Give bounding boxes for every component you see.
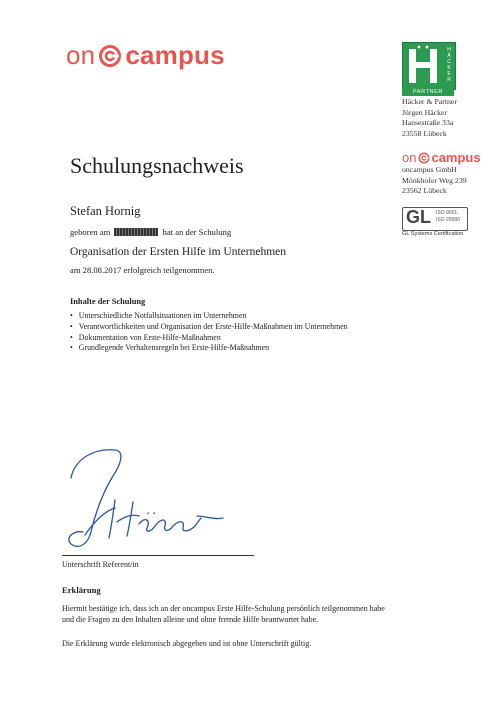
- svg-text:E: E: [447, 71, 451, 77]
- course-title: Organisation der Ersten Hilfe im Unternehmen: [70, 246, 286, 258]
- gl-caption: GL Systems Certification: [402, 231, 464, 237]
- svg-text:K: K: [447, 65, 451, 71]
- declaration-text: [62, 603, 385, 625]
- list-item: • Grundlegende Verhaltensregeln bei Erste-Hilfe-Maßnahmen: [70, 343, 348, 354]
- redacted-birthdate: [114, 228, 158, 236]
- address-line: Hansestraße 33a: [402, 118, 454, 127]
- gl-iso-labels: [436, 210, 460, 224]
- declaration-line: Hiermit bestätige ich, dass ich an der oncampus Erste Hilfe-Schulung persönlich teilgenommen habe: [62, 604, 385, 613]
- address-line: Mönkhofer Weg 239: [402, 175, 467, 185]
- address-line: oncampus GmbH: [402, 165, 457, 174]
- oncampus-address: [402, 165, 467, 197]
- born-prefix: geboren am: [70, 227, 111, 237]
- address-line: Häcker & Partner: [402, 97, 457, 106]
- address-line: 23562 Lübeck: [402, 186, 447, 195]
- declaration-line: und die Fragen zu den Inhalten alleine und ohne fremde Hilfe beantwortet habe.: [62, 615, 319, 625]
- svg-text:R: R: [447, 77, 451, 83]
- contents-list: [70, 311, 348, 354]
- declaration-heading: Erklärung: [62, 585, 101, 595]
- logo-ring-icon: [418, 152, 430, 164]
- address-line: 23558 Lübeck: [402, 128, 447, 138]
- participant-name: Stefan Hornig: [70, 204, 141, 218]
- svg-text:C: C: [447, 59, 451, 65]
- oncampus-logo: [66, 40, 225, 71]
- born-suffix: hat an der Schulung: [162, 227, 232, 237]
- list-item: • Dokumentation von Erste-Hilfe-Maßnahmen: [70, 333, 348, 344]
- gl-letters: GL: [406, 207, 431, 227]
- address-line: Jürgen Häcker: [402, 107, 448, 117]
- completion-date-line: am 28.08.2017 erfolgreich teilgenommen.: [70, 265, 215, 275]
- contents-heading: Inhalte der Schulung: [70, 297, 146, 306]
- signature-line: [62, 555, 254, 556]
- partner-address: [402, 97, 457, 139]
- iso-line: ISO 9001: [436, 210, 458, 216]
- handwritten-signature: [55, 440, 255, 565]
- signature-label: Unterschrift Referent/in: [62, 560, 139, 569]
- logo-ring-icon: [98, 44, 122, 68]
- declaration-note: Die Erklärung wurde elektronisch abgegeben und ist ohne Unterschrift gültig.: [62, 639, 312, 648]
- birth-line: [70, 227, 231, 237]
- logo-word-campus: campus: [125, 40, 225, 70]
- iso-line: ISO 29990: [436, 217, 460, 223]
- oncampus-logo-small: [402, 150, 481, 165]
- logo-word-campus: campus: [431, 150, 481, 165]
- haecker-h-icon: [403, 43, 455, 89]
- logo-word-on: on: [402, 150, 417, 165]
- haecker-partner-logo: [402, 42, 456, 90]
- haecker-partner-sub: PARTNER: [402, 88, 454, 96]
- document-title: Schulungsnachweis: [70, 153, 244, 178]
- svg-text:H: H: [447, 47, 451, 53]
- logo-word-on: on: [66, 40, 96, 70]
- list-item: • Verantwortlichkeiten und Organisation der Erste-Hilfe-Maßnahmen im Unternehmen: [70, 322, 348, 333]
- svg-text:Ä: Ä: [447, 53, 451, 59]
- list-item: • Unterschiedliche Notfallsituationen im Unternehmen: [70, 311, 348, 322]
